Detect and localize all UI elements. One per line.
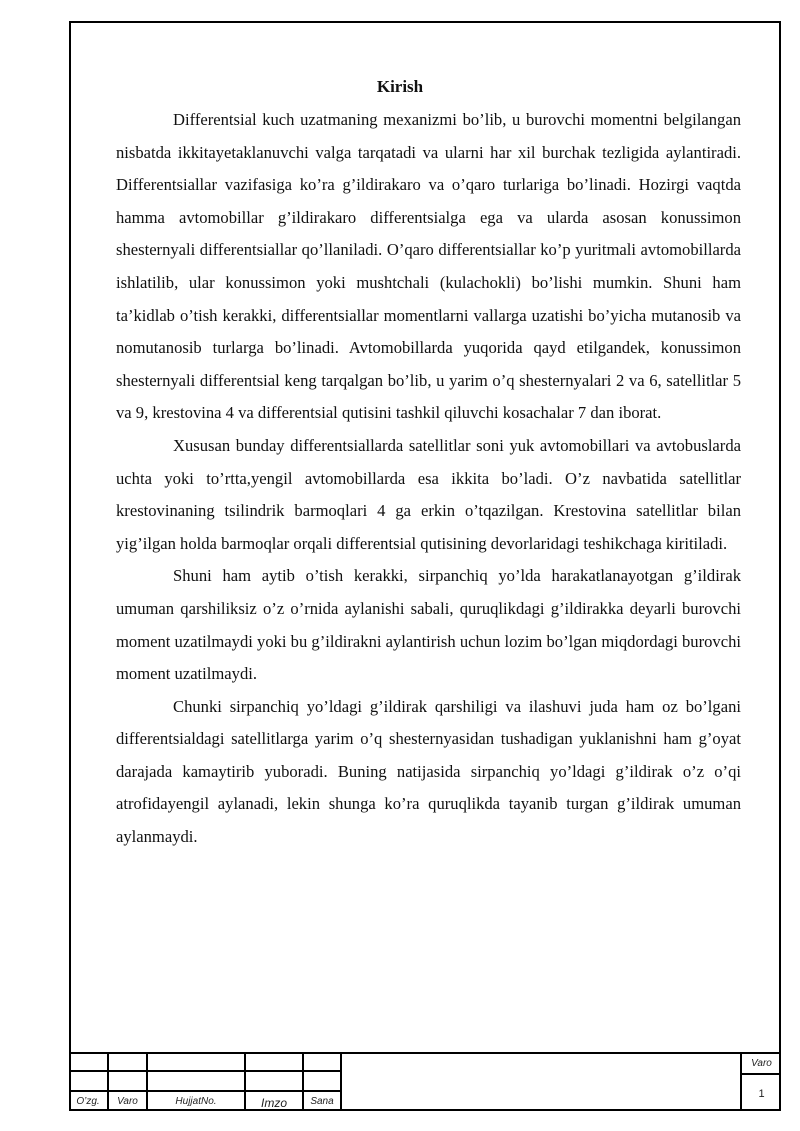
stamp-varaq-label: Varo bbox=[751, 1058, 772, 1069]
stamp-col-ozg: O’zg. bbox=[76, 1096, 100, 1107]
paragraph: Shuni ham aytib o’tish kerakki, sirpanchiq yo’lda harakatlanayotgan g’ildirak umuman qarshiliksiz o’z o’rnida aylanishi sabali, quruqlikdagi g’ildirakka deyarli burovchi moment uzatilmaydi yoki bu g’ildirakni aylantirish uchun lozim bo’lgan miqdordagi burovchi moment uzatilmaydi. bbox=[116, 566, 741, 684]
paragraph: Differentsial kuch uzatmaning mexanizmi bo’lib, u burovchi momentni belgilangan nisbatda ikkitayetaklanuvchi valga tarqatadi va ularni har xil burchak tezligida aylantiradi. Differentsiallar vazifasiga ko’ra g’ildirakaro va o’qaro turlariga bo’linadi. Hozirgi vaqtda hamma avtomobillar g’ildirakaro differentsialga ega va ularda asosan konussimon shesternyali differentsiallar qo’llaniladi. O’qaro differentsiallar ko’p yuritmali avtomobillarda ishlatilib, ular konussimon yoki mushtchali (kulachokli) bo’lishi mumkin. Shuni ham ta’kidlab o’tish kerakki, differentsiallar momentlarni vallarga uzatishi bo’yicha mutanosib va nomutanosib turlarga bo’linadi. Avtomobillarda yuqorida qayd etilgandek, konussimon shesternyali differentsial keng tarqalgan bo’lib, u yarim o’q shesternyalari 2 va 6, satellitlar 5 va 9, krestovina 4 va differentsial qutisini tashkil qiluvchi kosachalar 7 dan iborat. bbox=[116, 110, 741, 423]
stamp-col-hujjat: HujjatNo. bbox=[175, 1096, 217, 1107]
page-number: 1 bbox=[758, 1088, 765, 1100]
document-body bbox=[116, 104, 741, 854]
stamp-col-varaq: Varo bbox=[117, 1096, 138, 1107]
stamp-col-imzo: Imzo bbox=[260, 1096, 287, 1110]
document-title: Kirish bbox=[376, 77, 424, 96]
paragraph: Xususan bunday differentsiallarda satellitlar soni yuk avtomobillari va avtobuslarda uchta yoki to’rtta,yengil avtomobillarda esa ikkita bo’ladi. O’z navbatida satellitlar krestovinaning tsilindrik barmoqlari 4 ga erkin o’tqazilgan. Krestovina satellitlar bilan yig’ilgan holda barmoqlar orqali differentsial qutisining devorlaridagi teshikchaga kiritiladi. bbox=[116, 435, 741, 553]
title-block-stamp bbox=[69, 1052, 781, 1111]
paragraph: Chunki sirpanchiq yo’ldagi g’ildirak qarshiligi va ilashuvi juda ham oz bo’lgani differentsialdagi satellitlarga yarim o’q shesternyasidan tushadigan yuklanishni ham g’oyat darajada kamaytirib yuboradi. Buning natijasida sirpanchiq yo’ldagi g’ildirak o’z o’qi atrofidayengil aylanadi, lekin shunga ko’ra quruqlikda tayanib turgan g’ildirak umuman aylanmaydi. bbox=[116, 696, 741, 847]
stamp-col-sana: Sana bbox=[310, 1096, 334, 1107]
